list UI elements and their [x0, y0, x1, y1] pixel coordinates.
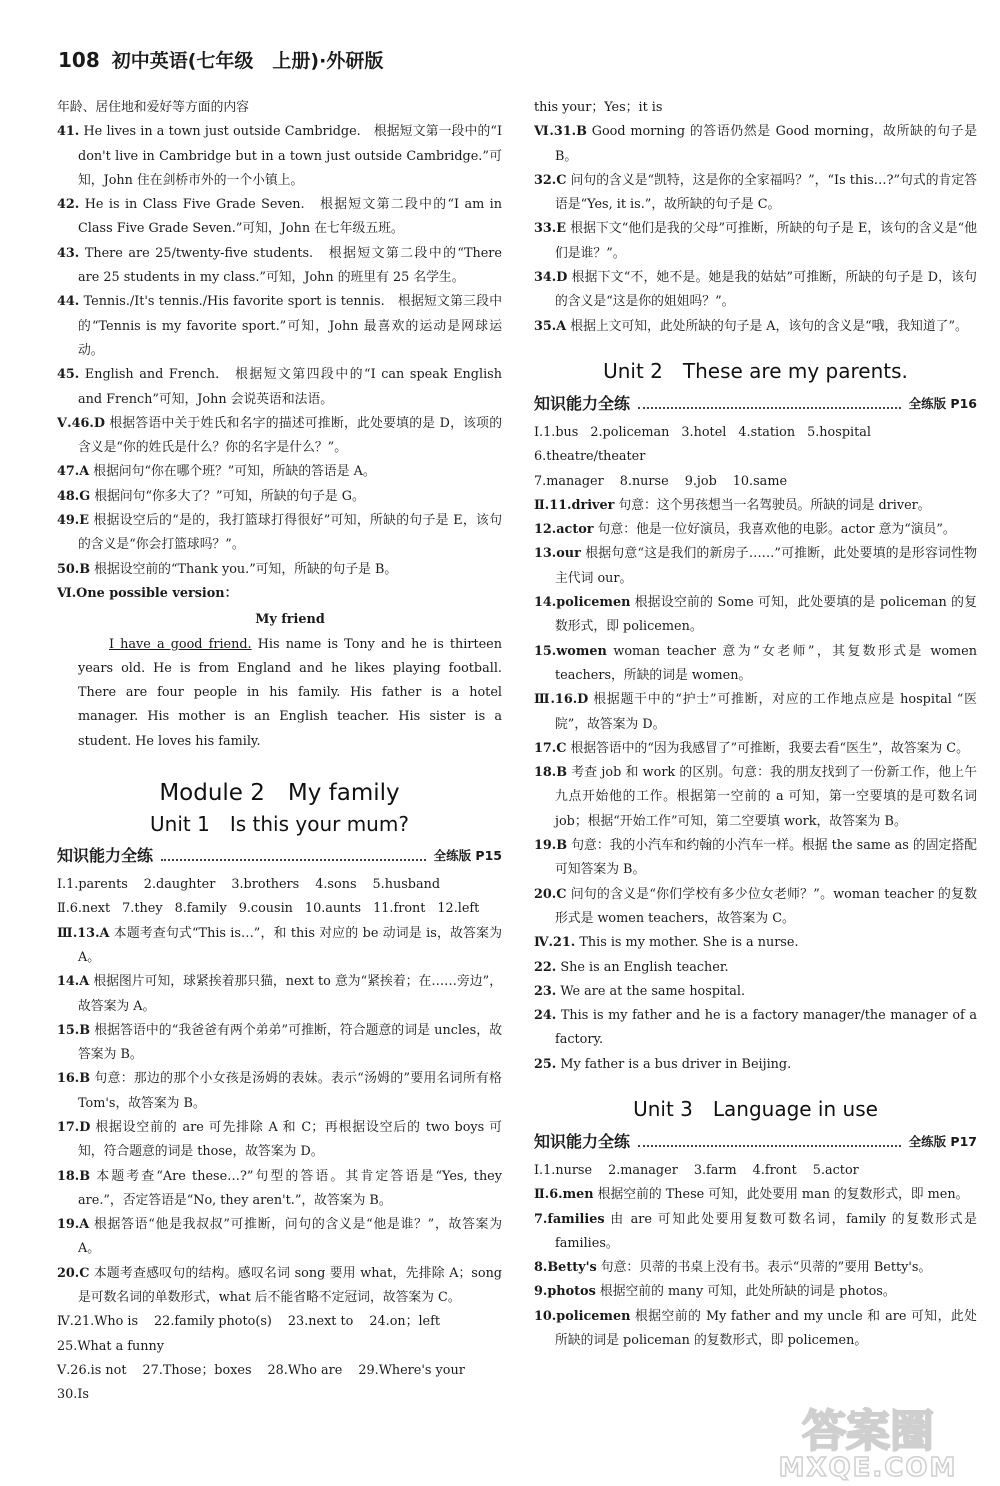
short-answer: 9.job — [684, 473, 717, 489]
answer-number: 19.A — [57, 1217, 90, 1233]
answer-number: 50.B — [57, 561, 91, 577]
answer-item — [57, 193, 502, 242]
section-header-u3 — [534, 1130, 977, 1154]
answer-text: 问句的含义是“凯特，这是你的全家福吗？”，“Is this…?”句式的肯定答语是“Yes, it is.”，故所缺的句子是 C。 — [555, 172, 977, 213]
module-title: Module 2 My family — [159, 780, 400, 807]
answer-number: 20.C — [534, 886, 567, 902]
answer-item — [57, 1213, 502, 1262]
short-answer: 5.husband — [372, 877, 441, 893]
section-title: 知识能力全练 — [534, 1131, 631, 1151]
section-page-ref: 全练版 P17 — [908, 1133, 977, 1149]
essay-body — [78, 633, 502, 754]
answer-text: There are 25/twenty-five students. 根据短文第二段中的“There are 25 students in my class.”可知，John 的班里有 25 名学生。 — [78, 245, 502, 286]
answer-item — [534, 169, 977, 218]
answer-number: Ⅲ.16.D — [534, 692, 589, 708]
answer-text: 根据答语中关于姓氏和名字的描述可推断，此处要填的是 D，该项的含义是“你的姓氏是什么？你的名字是什么？”。 — [78, 415, 503, 456]
short-answer: 3.brothers — [231, 877, 300, 893]
short-answer: 2.policeman — [590, 424, 670, 440]
answer-number: 47.A — [57, 464, 90, 480]
answer-text: 考查 job 和 work 的区别。句意：我的朋友找到了一份新工作，他上午九点开始他的工作。根据第一空前的 a 可知，第一空要填的是可数名词 job；根据“开始工作”可知，第二空要填 work，故答案为 B。 — [555, 765, 977, 829]
answer-text: 根据答语中的“我爸爸有两个弟弟”可推断，符合题意的词是 uncles，故答案为 B。 — [78, 1022, 502, 1063]
answer-item — [534, 1305, 977, 1354]
answer-number: 45. — [57, 367, 80, 383]
answer-number: Ⅱ.6.men — [534, 1187, 594, 1203]
short-answer: 2.daughter — [143, 877, 216, 893]
answer-text: 根据设空后的“是的，我打篮球打得很好”可知，所缺的句子是 E，该句的含义是“你会打篮球吗？”。 — [78, 513, 502, 553]
answer-text: English and French. 根据短文第四段中的“I can speak English and French”可知，John 会说英语和法语。 — [78, 367, 502, 407]
answer-number: 17.D — [57, 1119, 91, 1135]
essay-rest: His name is Tony and he is thirteen years old. He is from England and he likes playing football. There are four people in his family. His father is a hotel manager. His mother is an English teacher. His sister is a student. He loves his family. — [78, 636, 502, 749]
answer-number: 25. — [534, 1056, 557, 1072]
answer-item — [534, 980, 977, 1004]
unit3-title: Unit 3 Language in use — [633, 1096, 878, 1121]
dot-leader — [638, 1145, 901, 1147]
answer-text: 句意：他是一位好演员，我喜欢他的电影。actor 意为“演员”。 — [597, 522, 956, 538]
unit3-answers — [534, 1183, 977, 1353]
right-column — [534, 96, 977, 1353]
answer-number: 20.C — [57, 1265, 90, 1281]
short-answer: 4.station — [738, 424, 796, 440]
section-header-u1 — [57, 844, 502, 868]
answer-number: 9.photos — [534, 1284, 596, 1300]
answer-item — [534, 640, 977, 689]
answer-text: 句意：贝蒂的书桌上没有书。表示“贝蒂的”要用 Betty's。 — [600, 1260, 932, 1276]
answer-text: 根据图片可知，球紧挨着那只猫，next to 意为“紧挨着；在……旁边”，故答案为 A。 — [78, 974, 502, 1014]
answer-text: He is in Class Five Grade Seven. 根据短文第二段中的“I am in Class Five Grade Seven.”可知，John 在七年级五班。 — [78, 197, 502, 237]
answer-number: 18.B — [534, 765, 568, 781]
answer-row — [57, 1359, 502, 1408]
answer-number: 14.A — [57, 974, 90, 990]
answer-item — [534, 883, 977, 932]
answer-text: Tennis./It's tennis./His favorite sport is tennis. 根据短文第三段中的“Tennis is my favorite sport.”可知，John 最喜欢的运动是网球运动。 — [78, 294, 502, 358]
short-answer: 4.sons — [315, 877, 357, 893]
short-answer: Ⅰ.1.nurse — [534, 1162, 593, 1178]
answer-text: 根据空前的 many 可知，此处所缺的词是 photos。 — [599, 1284, 896, 1300]
answer-number: 22. — [534, 959, 557, 975]
short-answer: 7.they — [122, 901, 163, 917]
short-answer: 3.hotel — [681, 424, 727, 440]
answer-number: 32.C — [534, 172, 567, 188]
essay — [57, 608, 502, 754]
answer-row — [534, 470, 977, 494]
answer-text: We are at the same hospital. — [560, 983, 746, 999]
answer-item — [534, 956, 977, 980]
page-number: 108 — [58, 48, 100, 72]
answer-text: 本题考查感叹句的结构。感叹名词 song 要用 what，先排除 A；song 是可数名词的单数形式，what 后不能省略不定冠词，故答案为 C。 — [78, 1265, 502, 1306]
answer-number: Ⅵ.One possible version： — [57, 585, 238, 601]
short-answer: 5.actor — [812, 1162, 859, 1178]
page-header — [58, 46, 383, 76]
section-page-ref: 全练版 P16 — [908, 395, 977, 411]
answer-item — [57, 363, 502, 412]
answer-item — [534, 834, 977, 883]
answer-number: 16.B — [57, 1071, 91, 1087]
watermark-small: MXQE.COM — [778, 1453, 958, 1482]
left-column — [57, 96, 502, 1408]
answer-item — [534, 494, 977, 518]
answer-text: 根据问句“你多大了？”可知，所缺的句子是 G。 — [94, 488, 365, 504]
answer-item — [534, 1208, 977, 1257]
answer-number: 17.C — [534, 740, 567, 756]
unit1-title: Unit 1 Is this your mum? — [150, 812, 409, 837]
short-answer: 10.aunts — [304, 901, 362, 917]
answer-text: 根据下文“他们是我的父母”可推断，所缺的句子是 E，该句的含义是“他们是谁？”。 — [555, 221, 977, 261]
answer-item — [534, 737, 977, 761]
answer-text: Good morning 的答语仍然是 Good morning，故所缺的句子是 B。 — [555, 124, 977, 164]
answer-text: 根据问句“你在哪个班？”可知，所缺的答语是 A。 — [93, 464, 376, 480]
answer-text: 由 are 可知此处要用复数可数名词，family 的复数形式是 families。 — [555, 1211, 977, 1251]
answer-number: 10.policemen — [534, 1308, 631, 1324]
short-answer: 2.manager — [608, 1162, 678, 1178]
answer-number: Ⅴ.46.D — [57, 415, 105, 431]
short-answer: 12.left — [437, 901, 480, 917]
answer-text: 问句的含义是“你们学校有多少位女老师？”。woman teacher 的复数形式是 women teachers，故答案为 C。 — [555, 886, 978, 926]
dot-leader — [638, 407, 901, 409]
answer-text: this your；Yes；it is — [534, 100, 663, 115]
answer-number: 12.actor — [534, 522, 594, 538]
answer-text: 年龄、居住地和爱好等方面的内容 — [57, 100, 249, 115]
short-answer: 9.cousin — [238, 901, 293, 917]
answer-number: 42. — [57, 197, 80, 213]
short-answer: 7.manager — [534, 473, 604, 489]
answer-item — [534, 217, 977, 266]
answer-number: Ⅱ.11.driver — [534, 497, 615, 513]
answer-item — [534, 931, 977, 955]
answer-item — [57, 1262, 502, 1311]
section-title: 知识能力全练 — [57, 846, 154, 866]
answer-text: 根据答语“他是我叔叔”可推断，问句的含义是“他是谁？”，故答案为 A。 — [78, 1217, 502, 1257]
answer-text: 本题考查句式“This is…”，和 this 对应的 be 动词是 is，故答案为 A。 — [78, 925, 503, 965]
answer-text: 根据句意“这是我们的新房子……”可推断，此处要填的是形容词性物主代词 our。 — [555, 546, 977, 586]
answer-text: He lives in a town just outside Cambridge. 根据短文第一段中的“I don't live in Cambridge but in a town just outside Cambridge.”可知，John 住在剑桥市外的一个小镇上。 — [78, 124, 503, 188]
short-answer: 25.What a funny — [57, 1338, 164, 1354]
answer-text: 根据空前的 My father and my uncle 和 are 可知，此处所缺的词是 policeman 的复数形式，即 policemen。 — [555, 1308, 977, 1349]
short-answer: Ⅱ.6.next — [57, 901, 111, 917]
short-answer: Ⅰ.1.parents — [57, 877, 128, 893]
left-answers-top — [57, 96, 502, 606]
short-answer: 3.farm — [693, 1162, 737, 1178]
answer-item — [534, 120, 977, 169]
answer-item — [534, 266, 977, 315]
answer-item — [57, 509, 502, 558]
answer-item — [57, 1067, 502, 1116]
answer-item — [57, 485, 502, 509]
answer-row — [57, 1310, 502, 1359]
answer-item — [534, 518, 977, 542]
answer-row — [534, 1159, 977, 1183]
answer-text: 根据答语中的“因为我感冒了”可推断，我要去看“医生”，故答案为 C。 — [570, 740, 969, 756]
answer-text: 根据设空前的“Thank you.”可知，所缺的句子是 B。 — [94, 561, 398, 577]
short-answer: Ⅳ.21.Who is — [57, 1314, 139, 1330]
answer-item — [534, 761, 977, 834]
answer-text: 句意：那边的那个小女孩是汤姆的表妹。表示“汤姆的”要用名词所有格 Tom's，故答案为 B。 — [78, 1071, 502, 1111]
answer-text: 根据设空前的 Some 可知，此处要填的是 policeman 的复数形式，即 policemen。 — [555, 595, 977, 635]
answer-item — [57, 96, 502, 120]
answer-number: 49.E — [57, 513, 90, 529]
section-title: 知识能力全练 — [534, 393, 631, 413]
book-title: 初中英语(七年级 上册)·外研版 — [111, 50, 384, 72]
short-answer: 10.same — [732, 473, 788, 489]
answer-number: 23. — [534, 983, 557, 999]
dot-leader — [161, 859, 426, 861]
short-answer: 27.Those；boxes — [142, 1362, 252, 1378]
answer-item — [534, 591, 977, 640]
answer-number: 33.E — [534, 221, 567, 237]
answer-number: 13.our — [534, 546, 581, 562]
answer-number: 15.women — [534, 643, 607, 659]
answer-number: 7.families — [534, 1211, 605, 1227]
answer-item — [57, 922, 502, 971]
answer-text: 根据题干中的“护士”可推断，对应的工作地点应是 hospital “医院”，故答案为 D。 — [555, 692, 977, 732]
answer-number: 44. — [57, 294, 80, 310]
answer-item — [534, 1280, 977, 1304]
answer-row — [534, 421, 977, 470]
right-answers-top — [534, 96, 977, 339]
answer-item — [57, 1116, 502, 1165]
left-answers-items — [57, 922, 502, 1311]
short-answer: 29.Where's your — [358, 1362, 465, 1378]
answer-item — [57, 242, 502, 291]
watermark-big: 答案圈 — [802, 1406, 934, 1457]
short-answer: 11.front — [373, 901, 426, 917]
answer-number: 8.Betty's — [534, 1260, 597, 1276]
answer-item — [57, 1165, 502, 1214]
answer-number: Ⅳ.21. — [534, 935, 576, 951]
unit2-answers — [534, 494, 977, 1077]
short-answer: Ⅴ.26.is not — [57, 1362, 127, 1378]
answer-item — [57, 558, 502, 582]
short-answer: 24.on；left — [369, 1314, 440, 1330]
answer-text: 句意：我的小汽车和约翰的小汽车一样。根据 the same as 的固定搭配可知答案为 B。 — [555, 838, 977, 878]
answer-item — [57, 582, 502, 606]
answer-number: Ⅵ.31.B — [534, 124, 587, 140]
answer-row — [57, 897, 502, 921]
answer-number: 43. — [57, 245, 80, 261]
answer-item — [534, 1004, 977, 1053]
short-answer: 8.nurse — [619, 473, 669, 489]
answer-item — [534, 315, 977, 339]
answer-number: 15.B — [57, 1022, 91, 1038]
answer-item — [534, 96, 977, 120]
answer-item — [57, 1019, 502, 1068]
watermark-logo — [761, 1396, 976, 1482]
answer-item — [534, 1053, 977, 1077]
answer-item — [534, 1256, 977, 1280]
answer-text: woman teacher 意为“女老师”，其复数形式是 women teachers，所缺的词是 women。 — [555, 643, 977, 683]
answer-number: 41. — [57, 124, 80, 140]
short-answer: 23.next to — [287, 1314, 354, 1330]
answer-item — [57, 460, 502, 484]
answer-text: She is an English teacher. — [560, 959, 729, 975]
answer-number: 34.D — [534, 270, 568, 286]
answer-item — [534, 688, 977, 737]
answer-text: This is my father and he is a factory manager/the manager of a factory. — [555, 1008, 977, 1048]
answer-number: 18.B — [57, 1168, 91, 1184]
answer-text: This is my mother. She is a nurse. — [579, 935, 799, 951]
short-answer: Ⅰ.1.bus — [534, 424, 579, 440]
short-answer: 28.Who are — [267, 1362, 343, 1378]
answer-text: 根据上文可知，此处所缺的句子是 A，该句的含义是“哦，我知道了”。 — [570, 318, 968, 334]
short-answer: 6.theatre/theater — [534, 449, 646, 465]
short-answer: 22.family photo(s) — [154, 1314, 272, 1330]
answer-text: My father is a bus driver in Beijing. — [560, 1056, 792, 1072]
essay-title: My friend — [255, 612, 325, 628]
unit2-title: Unit 2 These are my parents. — [603, 358, 908, 383]
short-answer: 30.Is — [57, 1387, 89, 1403]
answer-row — [57, 873, 502, 897]
short-answer: 8.family — [174, 901, 227, 917]
essay-underlined: I have a good friend. — [109, 636, 252, 652]
answer-text: 根据下文“不，她不是。她是我的姑姑”可推断，所缺的句子是 D，该句的含义是“这是你的姐姐吗？”。 — [555, 270, 977, 310]
answer-item — [534, 1183, 977, 1207]
answer-item — [57, 120, 502, 193]
answer-text: 根据设空前的 are 可先排除 A 和 C；再根据设空后的 two boys 可知，符合题意的词是 those，故答案为 D。 — [78, 1119, 502, 1160]
section-page-ref: 全练版 P15 — [433, 848, 502, 864]
answer-number: 35.A — [534, 318, 567, 334]
answer-number: 14.policemen — [534, 595, 631, 611]
answer-number: 24. — [534, 1008, 557, 1024]
answer-text: 句意：这个男孩想当一名驾驶员。所缺的词是 driver。 — [618, 497, 931, 513]
answer-item — [57, 412, 502, 461]
answer-text: 本题考查“Are these…?”句型的答语。其肯定答语是“Yes, they are.”，否定答语是“No, they aren't.”，故答案为 B。 — [78, 1168, 502, 1208]
short-answer: 5.hospital — [807, 424, 871, 440]
answer-number: 48.G — [57, 488, 91, 504]
answer-text: 根据空前的 These 可知，此处要用 man 的复数形式，即 men。 — [597, 1187, 969, 1203]
answer-number: Ⅲ.13.A — [57, 925, 110, 941]
answer-item — [534, 542, 977, 591]
section-header-u2 — [534, 392, 977, 416]
answer-number: 19.B — [534, 838, 568, 854]
answer-item — [57, 290, 502, 363]
short-answer: 4.front — [752, 1162, 797, 1178]
answer-item — [57, 970, 502, 1019]
